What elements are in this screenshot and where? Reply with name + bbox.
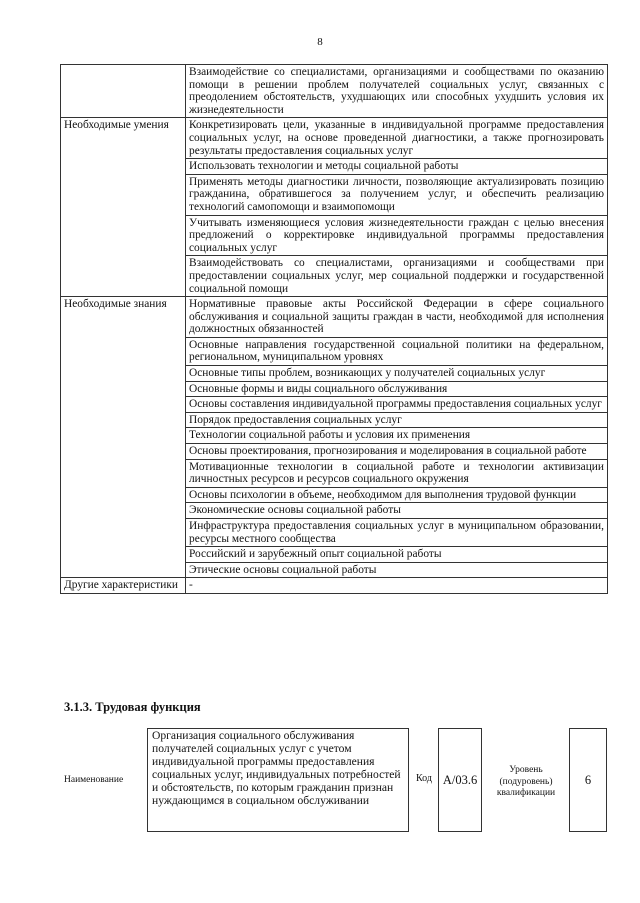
labor-function-code-label: Код — [416, 773, 432, 784]
row-label: Необходимые умения — [61, 118, 186, 297]
labor-function-name-value: Организация социального обслуживания получателей социальных услуг с учетом индивидуальной программы предоставления социальных услуг, индивидуальных потребностей и обстоятельств, по которым гражданин признан нуждающимся в социальном обслуживании — [147, 728, 409, 832]
row-item: Российский и зарубежный опыт социальной работы — [186, 547, 608, 563]
row-label: Другие характеристики — [61, 578, 186, 594]
table-row — [61, 65, 608, 118]
labor-function-name-label: Наименование — [64, 775, 124, 785]
table-row — [61, 578, 608, 594]
row-item: Основные типы проблем, возникающих у получателей социальных услуг — [186, 366, 608, 382]
row-label — [61, 65, 186, 118]
qualification-level-value: 6 — [569, 728, 607, 832]
section-heading: 3.1.3. Трудовая функция — [64, 700, 201, 714]
row-item: Экономические основы социальной работы — [186, 503, 608, 519]
row-item: Основы составления индивидуальной программы предоставления социальных услуг — [186, 397, 608, 413]
row-item: Взаимодействовать со специалистами, организациями и сообществами при предоставлении социальных услуг, мер социальной поддержки и государственной социальной помощи — [186, 256, 608, 297]
row-item: Основы проектирования, прогнозирования и моделирования в социальной работе — [186, 444, 608, 460]
requirements-table — [60, 64, 608, 594]
row-label: Необходимые знания — [61, 297, 186, 578]
row-item: Использовать технологии и методы социальной работы — [186, 159, 608, 175]
row-item: Мотивационные технологии в социальной работе и технологии активизации личностных ресурсов и ресурсов социального окружения — [186, 459, 608, 487]
labor-function-block — [60, 728, 608, 838]
table-row — [61, 118, 608, 159]
row-item: Взаимодействие со специалистами, организациями и сообществами по оказанию помощи в решении проблем получателей социальных услуг, связанных с преодолением обстоятельств, ухудшающих или способных ухудшить условия их жизнедеятельности — [186, 65, 608, 118]
row-item: Этические основы социальной работы — [186, 562, 608, 578]
row-item: Основы психологии в объеме, необходимом для выполнения трудовой функции — [186, 487, 608, 503]
row-item: - — [186, 578, 608, 594]
qualification-level-label: Уровень (подуровень) квалификации — [496, 765, 556, 798]
row-item: Порядок предоставления социальных услуг — [186, 412, 608, 428]
row-item: Основные формы и виды социального обслуживания — [186, 381, 608, 397]
table-row — [61, 297, 608, 338]
row-item: Нормативные правовые акты Российской Федерации в сфере социального обслуживания и социальной защиты граждан в части, необходимой для исполнения должностных обязанностей — [186, 297, 608, 338]
requirements-table-body — [61, 65, 608, 594]
labor-function-code-value: A/03.6 — [438, 728, 482, 832]
page-number: 8 — [317, 36, 323, 48]
row-item: Технологии социальной работы и условия их применения — [186, 428, 608, 444]
row-item: Учитывать изменяющиеся условия жизнедеятельности граждан с целью внесения предложений о корректировке индивидуальной программы предоставления социальных услуг — [186, 215, 608, 256]
row-item: Конкретизировать цели, указанные в индивидуальной программе предоставления социальных услуг, на основе проведенной диагностики, а также прогнозировать результаты предоставления социальных услуг — [186, 118, 608, 159]
row-item: Основные направления государственной социальной политики на федеральном, региональном, муниципальном уровнях — [186, 337, 608, 365]
row-item: Применять методы диагностики личности, позволяющие актуализировать позицию гражданина, обратившегося за получением услуг, и обеспечить реализацию технологий самопомощи и взаимопомощи — [186, 174, 608, 215]
row-item: Инфраструктура предоставления социальных услуг в муниципальном образовании, ресурсы местного сообщества — [186, 519, 608, 547]
